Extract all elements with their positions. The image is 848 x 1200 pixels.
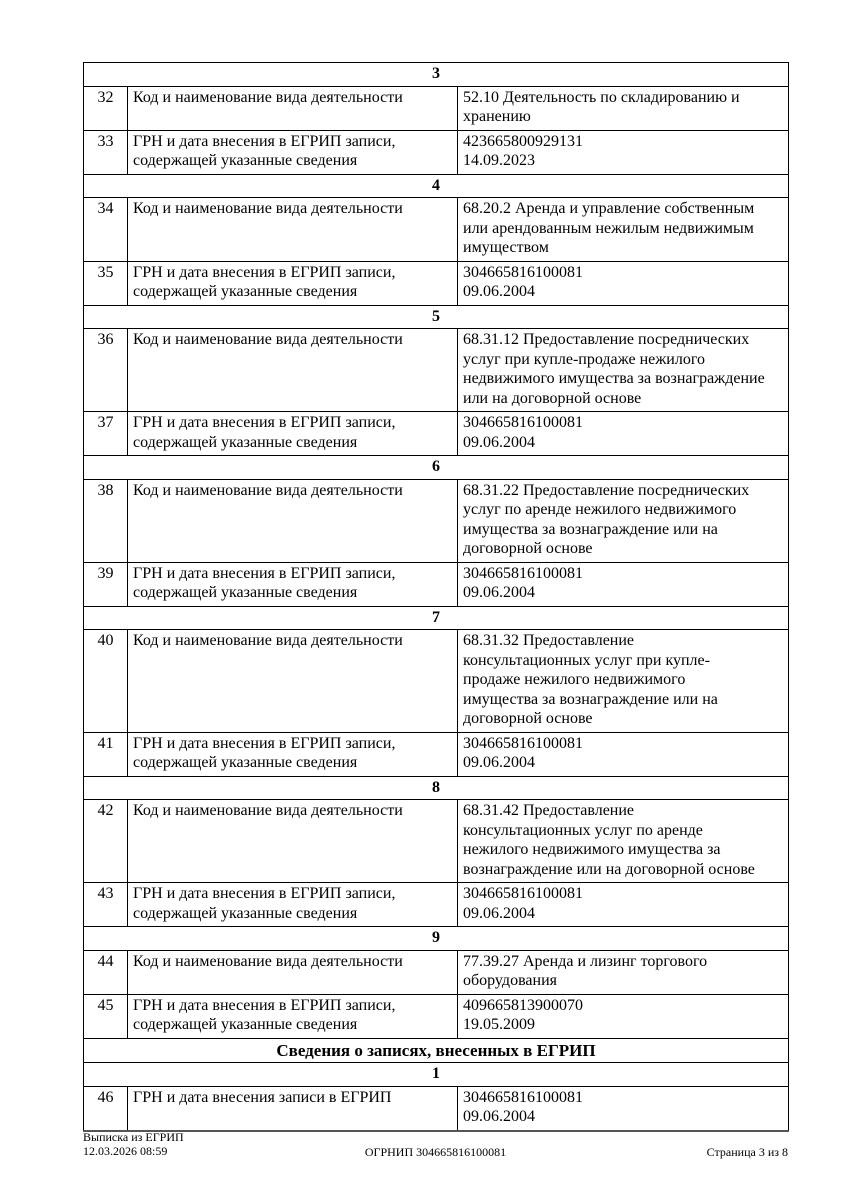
attribute-value-line: 77.39.27 Аренда и лизинг торгового bbox=[463, 952, 708, 970]
attribute-value-line: продаже нежилого недвижимого bbox=[463, 671, 686, 688]
attribute-value-line: недвижимого имущества за вознаграждение bbox=[463, 370, 765, 387]
attribute-value-line: вознаграждение или на договорной основе bbox=[463, 860, 755, 878]
attribute-value-line: оборудования bbox=[463, 972, 557, 989]
attribute-value-cell bbox=[458, 1086, 789, 1131]
attribute-label-line: ГРН и дата внесения в ЕГРИП записи, bbox=[133, 996, 396, 1014]
attribute-value-line: имуществом bbox=[463, 239, 549, 256]
attribute-value-line: 14.09.2023 bbox=[463, 152, 535, 169]
section-number: 5 bbox=[84, 305, 789, 329]
attribute-label-cell bbox=[128, 412, 458, 456]
attribute-value-cell bbox=[458, 562, 789, 606]
attribute-value-line: услуг при купле-продаже нежилого bbox=[463, 350, 706, 368]
attribute-value-line: или на договорной основе bbox=[463, 389, 642, 407]
attribute-value-line: услуг по аренде нежилого недвижимого bbox=[463, 501, 737, 518]
attribute-label-line: содержащей указанные сведения bbox=[133, 754, 358, 771]
attribute-value-line: 423665800929131 bbox=[463, 132, 583, 150]
section-number-row bbox=[84, 456, 789, 480]
attribute-label-line: Код и наименование вида деятельности bbox=[133, 88, 403, 106]
attribute-value-line: имущества за вознаграждение или на bbox=[463, 520, 718, 538]
section-number: 7 bbox=[84, 606, 789, 630]
attribute-value-cell bbox=[458, 86, 789, 130]
attribute-value-line: 09.06.2004 bbox=[463, 754, 535, 771]
attribute-label-cell bbox=[128, 562, 458, 606]
attribute-value-cell bbox=[458, 732, 789, 776]
attribute-label-line: Код и наименование вида деятельности bbox=[133, 952, 403, 970]
table-row bbox=[84, 562, 789, 606]
row-number-cell: 37 bbox=[84, 412, 128, 456]
attribute-value-cell bbox=[458, 479, 789, 562]
attribute-value-line: 304665816100081 bbox=[463, 414, 583, 431]
table-row bbox=[84, 130, 789, 174]
attribute-label-line: содержащей указанные сведения bbox=[133, 584, 358, 601]
attribute-label-line: ГРН и дата внесения в ЕГРИП записи, bbox=[133, 734, 396, 752]
row-number-cell: 45 bbox=[84, 994, 128, 1038]
attribute-value-cell bbox=[458, 329, 789, 412]
attribute-value-line: имущества за вознаграждение или на bbox=[463, 690, 718, 708]
row-number-cell: 36 bbox=[84, 329, 128, 412]
attribute-value-line: 304665816100081 bbox=[463, 734, 583, 752]
attribute-value-line: хранению bbox=[463, 108, 531, 125]
table-row bbox=[84, 994, 789, 1038]
attribute-value-cell bbox=[458, 198, 789, 262]
egrip-table-body bbox=[84, 63, 789, 1131]
attribute-label-cell bbox=[128, 994, 458, 1038]
attribute-label-line: содержащей указанные сведения bbox=[133, 1016, 358, 1033]
attribute-value-cell bbox=[458, 800, 789, 883]
attribute-value-line: или арендованным нежилым недвижимым bbox=[463, 219, 754, 237]
table-row bbox=[84, 883, 789, 927]
table-row bbox=[84, 950, 789, 994]
section-number-row bbox=[84, 776, 789, 800]
attribute-label-line: ГРН и дата внесения в ЕГРИП записи, bbox=[133, 263, 396, 281]
table-row bbox=[84, 630, 789, 733]
attribute-label-line: содержащей указанные сведения bbox=[133, 283, 358, 300]
page-footer bbox=[83, 1130, 788, 1160]
attribute-value-cell bbox=[458, 412, 789, 456]
table-row bbox=[84, 732, 789, 776]
attribute-label-cell bbox=[128, 1086, 458, 1131]
attribute-value-line: 09.06.2004 bbox=[463, 433, 535, 451]
attribute-label-line: ГРН и дата внесения в ЕГРИП записи, bbox=[133, 564, 396, 582]
attribute-value-line: договорной основе bbox=[463, 710, 593, 727]
table-row bbox=[84, 479, 789, 562]
attribute-value-line: 409665813900070 bbox=[463, 996, 583, 1014]
table-row bbox=[84, 412, 789, 456]
table-row bbox=[84, 800, 789, 883]
attribute-value-line: 68.31.12 Предоставление посреднических bbox=[463, 331, 750, 348]
row-number-cell: 39 bbox=[84, 562, 128, 606]
section-number-row bbox=[84, 305, 789, 329]
attribute-value-line: 09.06.2004 bbox=[463, 584, 535, 601]
attribute-value-line: консультационных услуг при купле- bbox=[463, 651, 710, 669]
attribute-value-cell bbox=[458, 630, 789, 733]
attribute-value-cell bbox=[458, 883, 789, 927]
attribute-value-line: 304665816100081 bbox=[463, 263, 583, 281]
footer-ogrnip: ОГРНИП 304665816100081 bbox=[364, 1145, 507, 1159]
table-row bbox=[84, 86, 789, 130]
attribute-value-line: 304665816100081 bbox=[463, 564, 583, 582]
attribute-value-cell bbox=[458, 950, 789, 994]
section-number: 9 bbox=[84, 927, 789, 951]
attribute-value-line: 68.31.22 Предоставление посреднических bbox=[463, 481, 750, 499]
table-row bbox=[84, 261, 789, 305]
attribute-label-cell bbox=[128, 329, 458, 412]
row-number-cell: 34 bbox=[84, 198, 128, 262]
attribute-value-line: 09.06.2004 bbox=[463, 283, 535, 300]
attribute-value-cell bbox=[458, 130, 789, 174]
attribute-label-cell bbox=[128, 883, 458, 927]
attribute-value-line: 52.10 Деятельность по складированию и bbox=[463, 88, 740, 106]
row-number-cell: 46 bbox=[84, 1086, 128, 1131]
attribute-value-cell bbox=[458, 994, 789, 1038]
footer-document-type: Выписка из ЕГРИП bbox=[83, 1130, 184, 1144]
attribute-label-line: содержащей указанные сведения bbox=[133, 433, 358, 451]
section-number-row bbox=[84, 606, 789, 630]
section-number: 3 bbox=[84, 63, 789, 87]
records-section-title: Сведения о записях, внесенных в ЕГРИП bbox=[84, 1038, 789, 1063]
section-number-row bbox=[84, 927, 789, 951]
row-number-cell: 33 bbox=[84, 130, 128, 174]
section-number-row bbox=[84, 63, 789, 87]
attribute-label-line: содержащей указанные сведения bbox=[133, 152, 358, 169]
attribute-label-cell bbox=[128, 261, 458, 305]
attribute-value-cell bbox=[458, 261, 789, 305]
section-number-row bbox=[84, 1063, 789, 1087]
row-number-cell: 42 bbox=[84, 800, 128, 883]
table-row bbox=[84, 329, 789, 412]
attribute-label-line: Код и наименование вида деятельности bbox=[133, 331, 403, 348]
row-number-cell: 38 bbox=[84, 479, 128, 562]
section-number: 1 bbox=[84, 1063, 789, 1087]
row-number-cell: 32 bbox=[84, 86, 128, 130]
section-number: 8 bbox=[84, 776, 789, 800]
row-number-cell: 44 bbox=[84, 950, 128, 994]
attribute-label-cell bbox=[128, 800, 458, 883]
attribute-label-cell bbox=[128, 86, 458, 130]
attribute-label-line: Код и наименование вида деятельности bbox=[133, 200, 403, 217]
attribute-value-line: 68.31.42 Предоставление bbox=[463, 802, 635, 819]
footer-page-number: Страница 3 из 8 bbox=[706, 1145, 788, 1159]
attribute-value-line: 09.06.2004 bbox=[463, 904, 535, 922]
attribute-value-line: 09.06.2004 bbox=[463, 1108, 535, 1125]
attribute-label-line: ГРН и дата внесения в ЕГРИП записи, bbox=[133, 885, 396, 902]
attribute-label-cell bbox=[128, 630, 458, 733]
section-number: 6 bbox=[84, 456, 789, 480]
attribute-value-line: консультационных услуг по аренде bbox=[463, 821, 703, 839]
attribute-label-line: содержащей указанные сведения bbox=[133, 904, 358, 922]
records-header-row bbox=[84, 1038, 789, 1063]
attribute-value-line: 19.05.2009 bbox=[463, 1016, 535, 1033]
row-number-cell: 41 bbox=[84, 732, 128, 776]
section-number: 4 bbox=[84, 174, 789, 198]
attribute-value-line: нежилого недвижимого имущества за bbox=[463, 841, 721, 858]
attribute-label-line: Код и наименование вида деятельности bbox=[133, 802, 403, 819]
attribute-label-cell bbox=[128, 479, 458, 562]
attribute-label-cell bbox=[128, 950, 458, 994]
attribute-value-line: договорной основе bbox=[463, 540, 593, 557]
row-number-cell: 40 bbox=[84, 630, 128, 733]
table-row bbox=[84, 198, 789, 262]
attribute-label-line: ГРН и дата внесения записи в ЕГРИП bbox=[133, 1088, 392, 1106]
attribute-label-line: Код и наименование вида деятельности bbox=[133, 632, 403, 649]
attribute-label-line: ГРН и дата внесения в ЕГРИП записи, bbox=[133, 132, 396, 150]
attribute-value-line: 304665816100081 bbox=[463, 1088, 583, 1106]
attribute-label-line: Код и наименование вида деятельности bbox=[133, 481, 403, 499]
row-number-cell: 43 bbox=[84, 883, 128, 927]
attribute-label-line: ГРН и дата внесения в ЕГРИП записи, bbox=[133, 414, 396, 431]
attribute-label-cell bbox=[128, 198, 458, 262]
footer-timestamp: 12.03.2026 08:59 bbox=[83, 1144, 168, 1158]
attribute-value-line: 68.20.2 Аренда и управление собственным bbox=[463, 200, 755, 217]
attribute-value-line: 304665816100081 bbox=[463, 885, 583, 902]
row-number-cell: 35 bbox=[84, 261, 128, 305]
table-row bbox=[84, 1086, 789, 1131]
attribute-value-line: 68.31.32 Предоставление bbox=[463, 632, 635, 649]
attribute-label-cell bbox=[128, 130, 458, 174]
attribute-label-cell bbox=[128, 732, 458, 776]
egrip-table bbox=[83, 62, 789, 1132]
section-number-row bbox=[84, 174, 789, 198]
